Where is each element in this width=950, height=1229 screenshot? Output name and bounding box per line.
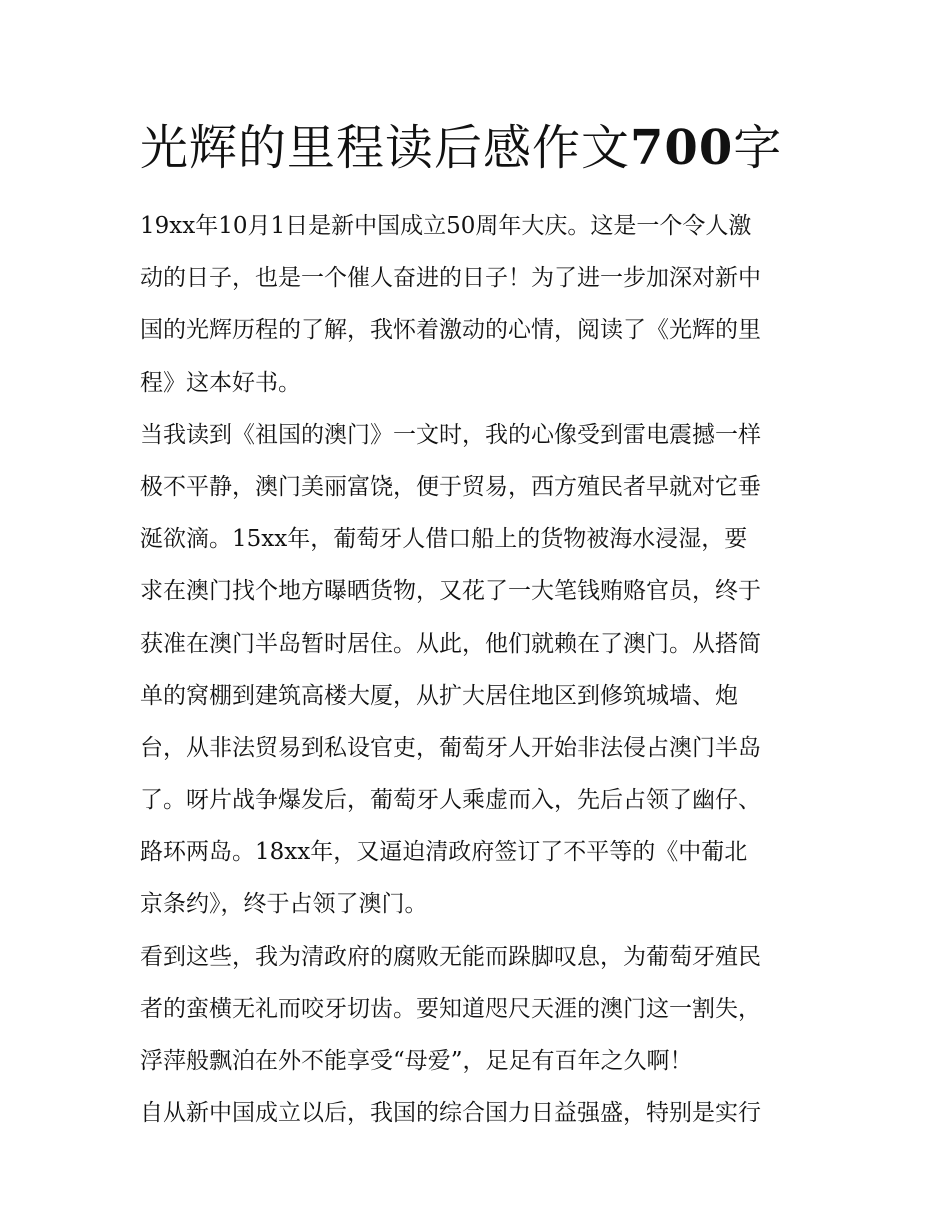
text-line: 京条约》，终于占领了澳门。 — [140, 891, 428, 918]
text-line: 了。呀片战争爆发后，葡萄牙人乘虚而入，先后占领了幽仔、 — [140, 787, 761, 814]
text-line: 单的窝棚到建筑高楼大厦，从扩大居住地区到修筑城墙、炮 — [140, 682, 738, 709]
text-line: 看到这些，我为清政府的腐败无能而跺脚叹息，为葡萄牙殖民 — [140, 943, 761, 970]
text-line: 获准在澳门半岛暂时居住。从此，他们就赖在了澳门。从搭简 — [140, 630, 761, 657]
paragraph — [140, 200, 812, 409]
paragraph — [140, 1087, 812, 1139]
text-line: 台，从非法贸易到私设官吏，葡萄牙人开始非法侵占澳门半岛 — [140, 734, 761, 761]
text-line: 路环两岛。18xx年，又逼迫清政府签订了不平等的《中葡北 — [140, 839, 748, 866]
text-line: 求在澳门找个地方曝晒货物，又花了一大笔钱贿赂官员，终于 — [140, 578, 761, 605]
title-text: 光辉的里程读后感作文 — [140, 120, 631, 176]
document-title — [140, 112, 812, 184]
paragraph — [140, 931, 812, 1088]
text-line: 动的日子，也是一个催人奋进的日子！为了进一步加深对新中 — [140, 265, 761, 292]
text-line: 当我读到《祖国的澳门》一文时，我的心像受到雷电震撼一样 — [140, 421, 761, 448]
document-page — [140, 112, 812, 1139]
text-line: 国的光辉历程的了解，我怀着激动的心情，阅读了《光辉的里 — [140, 317, 761, 344]
paragraph — [140, 409, 812, 931]
document-body — [140, 200, 812, 1139]
title-suffix: 字 — [733, 120, 783, 176]
text-line: 极不平静，澳门美丽富饶，便于贸易，西方殖民者早就对它垂 — [140, 473, 761, 500]
text-line: 自从新中国成立以后，我国的综合国力日益强盛，特别是实行 — [140, 1100, 761, 1127]
text-line: 浮萍般飘泊在外不能享受“母爱”，足足有百年之久啊！ — [140, 1048, 693, 1074]
text-line: 程》这本好书。 — [140, 369, 301, 396]
text-line: 19xx年10月1日是新中国成立50周年大庆。这是一个令人激 — [140, 213, 752, 239]
text-line: 涎欲滴。15xx年，葡萄牙人借口船上的货物被海水浸湿，要 — [140, 526, 748, 553]
text-line: 者的蛮横无礼而咬牙切齿。要知道咫尺天涯的澳门这一割失， — [140, 995, 761, 1022]
title-number: 700 — [630, 120, 734, 176]
